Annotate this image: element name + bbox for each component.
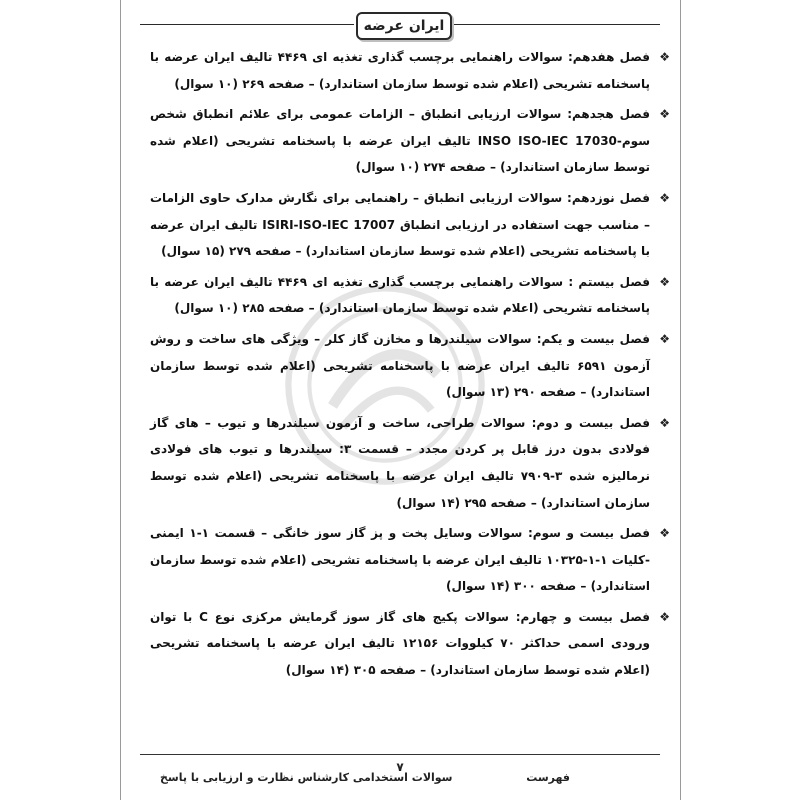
toc-entry-text: فصل بیست و دوم: سوالات طراحی، ساخت و آزمون سیلندرها و تیوب – های گاز فولادی بدون درز قابل پر کردن مجدد – قسمت ۳: سیلندرها و تیوب های فولادی نرمالیزه شده ۳-۷۹۰۹ تالیف ایران عرضه با پاسخنامه تشریحی (اعلام شده توسط سازمان استاندارد) – صفحه ۲۹۵ (۱۴ سوال) [150, 415, 650, 510]
toc-entry [150, 269, 670, 322]
toc-entry-text: فصل بیست و یکم: سوالات سیلندرها و مخازن گاز کلر – ویژگی های ساخت و روش آزمون ۶۵۹۱ تالیف ایران عرضه با پاسخنامه تشریحی (اعلام شده توسط سازمان استاندارد) – صفحه ۲۹۰ (۱۳ سوال) [150, 331, 650, 400]
toc-entry [150, 410, 670, 516]
bullet-icon: ❖ [659, 190, 670, 205]
bullet-icon: ❖ [659, 50, 670, 64]
footer-book-title: سوالات استخدامی کارشناس نظارت و ارزیابی با پاسخ [160, 771, 453, 784]
bullet-icon: ❖ [659, 526, 670, 541]
toc-entry-text: فصل بیست و چهارم: سوالات پکیج های گاز سوز گرمایش مرکزی نوع C با توان ورودی اسمی حداکثر ۷۰ کیلووات ۱۲۱۵۶ تالیف ایران عرضه با پاسخنامه تشریحی (اعلام شده توسط سازمان استاندارد) – صفحه ۳۰۵ (۱۴ سوال) [150, 609, 650, 678]
toc-entry-text: فصل هجدهم: سوالات ارزیابی انطباق – الزامات عمومی برای علائم انطباق شخص سوم-INSO ISO-IEC 17030 تالیف ایران عرضه با پاسخنامه تشریحی (اعلام شده توسط سازمان استاندارد) – صفحه ۲۷۴ (۱۰ سوال) [150, 107, 651, 175]
toc-entry [150, 185, 670, 265]
bullet-icon: ❖ [659, 415, 670, 430]
toc-entry [150, 326, 670, 406]
bullet-icon: ❖ [659, 609, 670, 624]
right-page-border [680, 0, 681, 800]
toc-entry [150, 44, 670, 97]
footer-divider [140, 754, 660, 755]
header-line-right [452, 24, 660, 25]
toc-entry [150, 604, 670, 684]
toc-entry-text: فصل هفدهم: سوالات راهنمایی برچسب گذاری تغذیه ای ۴۴۶۹ تالیف ایران عرضه با پاسخنامه تشریحی (اعلام شده توسط سازمان استاندارد) – صفحه ۲۶۹ (۱۰ سوال) [150, 50, 651, 91]
bullet-icon: ❖ [659, 274, 670, 289]
toc-entry-text: فصل بیست و سوم: سوالات وسایل پخت و پز گاز سوز خانگی – قسمت ۱-۱ ایمنی -کلیات ۱-۱-۱۰۳۲۵ تالیف ایران عرضه با پاسخنامه تشریحی (اعلام شده توسط سازمان استاندارد) – صفحه ۳۰۰ (۱۴ سوال) [150, 526, 651, 594]
iran-arzeh-logo [356, 12, 452, 40]
toc-entry-text: فصل نوزدهم: سوالات ارزیابی انطباق – راهنمایی برای نگارش مدارک حاوی الزامات – مناسب جهت استفاده در ارزیابی انطباق ISIRI-ISO-IEC 17007 تالیف ایران عرضه با پاسخنامه تشریحی (اعلام شده توسط سازمان استاندارد) – صفحه ۲۷۹ (۱۵ سوال) [150, 190, 650, 259]
toc-entry [150, 101, 670, 181]
bullet-icon: ❖ [659, 331, 670, 346]
table-of-contents [150, 44, 670, 688]
toc-entry-text: فصل بیستم : سوالات راهنمایی برچسب گذاری تغذیه ای ۴۴۶۹ تالیف ایران عرضه با پاسخنامه تشریحی (اعلام شده توسط سازمان استاندارد) – صفحه ۲۸۵ (۱۰ سوال) [150, 274, 651, 316]
bullet-icon: ❖ [659, 107, 670, 122]
left-page-border [120, 0, 121, 800]
toc-entry [150, 520, 670, 600]
page-number: ۷ [396, 760, 404, 774]
logo-text: ایران عرضه [363, 18, 445, 34]
header-line-left [140, 24, 354, 25]
footer-section-title: فهرست [526, 771, 570, 784]
